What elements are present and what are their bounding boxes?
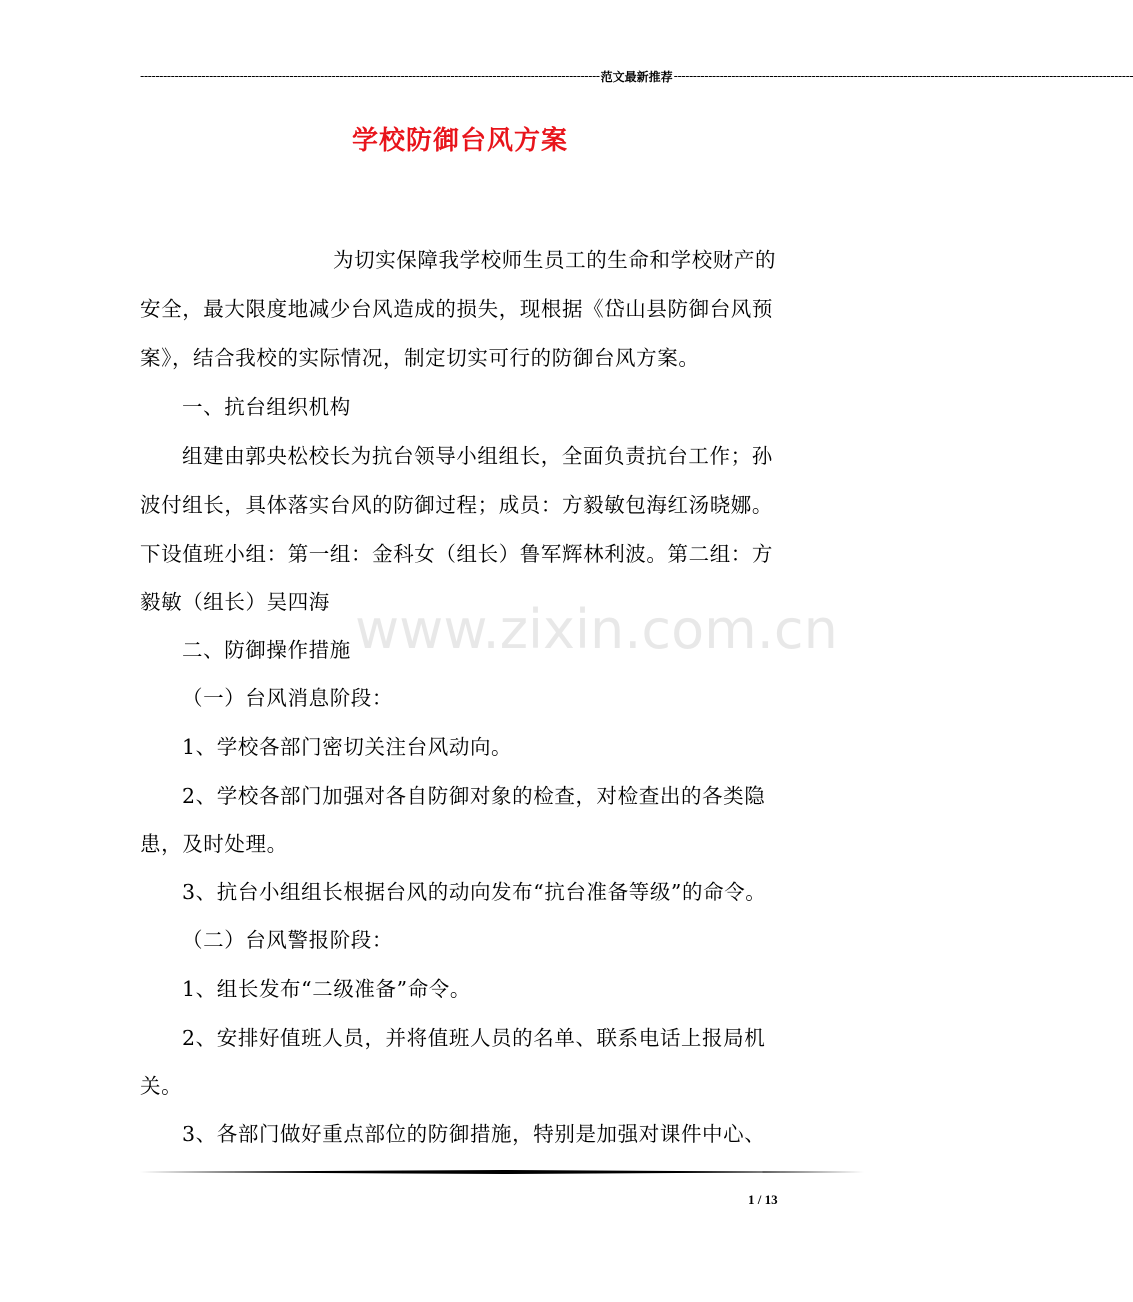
header-dash-right: ------------------------------------------------------------------------------------------------------------------------ [673,69,1133,83]
subsection-heading: （一）台风消息阶段： [182,686,393,710]
body-line: 关。 [140,1074,183,1098]
body-line: 2、学校各部门加强对各自防御对象的检查，对检查出的各类隐 [182,784,766,808]
footer-rule [140,1170,864,1174]
body-line: 为切实保障我学校师生员工的生命和学校财产的 [333,248,777,272]
body-line: 下设值班小组：第一组：金科女（组长）鲁军辉林利波。第二组：方 [140,542,773,566]
header-dash-left: ------------------------------------------------------------------------------------------------------------------------ [140,69,600,83]
document-title: 学校防御台风方案 [351,126,568,156]
body-line: 3、各部门做好重点部位的防御措施，特别是加强对课件中心、 [182,1122,766,1146]
page-number: 1 / 13 [748,1192,778,1207]
header-label: 范文最新推荐 [600,69,673,84]
body-line: 1、学校各部门密切关注台风动向。 [182,735,513,759]
body-line: 安全，最大限度地减少台风造成的损失，现根据《岱山县防御台风预 [140,297,773,321]
body-line: 波付组长，具体落实台风的防御过程；成员：方毅敏包海红汤晓娜。 [140,493,773,517]
body-line: 患，及时处理。 [140,832,288,856]
body-line: 案》，结合我校的实际情况，制定切实可行的防御台风方案。 [140,346,700,370]
body-line: 1、组长发布“二级准备”命令。 [182,977,472,1001]
body-line: 组建由郭央松校长为抗台领导小组组长，全面负责抗台工作；孙 [182,444,773,468]
section-heading: 二、防御操作措施 [182,638,351,662]
section-heading: 一、抗台组织机构 [182,395,351,419]
body-line: 毅敏（组长）吴四海 [140,590,330,614]
page-header [140,66,1133,86]
watermark: www.zixin.com.cn [355,598,838,661]
subsection-heading: （二）台风警报阶段： [182,928,393,952]
body-line: 2、安排好值班人员，并将值班人员的名单、联系电话上报局机 [182,1026,766,1050]
body-line: 3、抗台小组组长根据台风的动向发布“抗台准备等级”的命令。 [182,880,767,904]
